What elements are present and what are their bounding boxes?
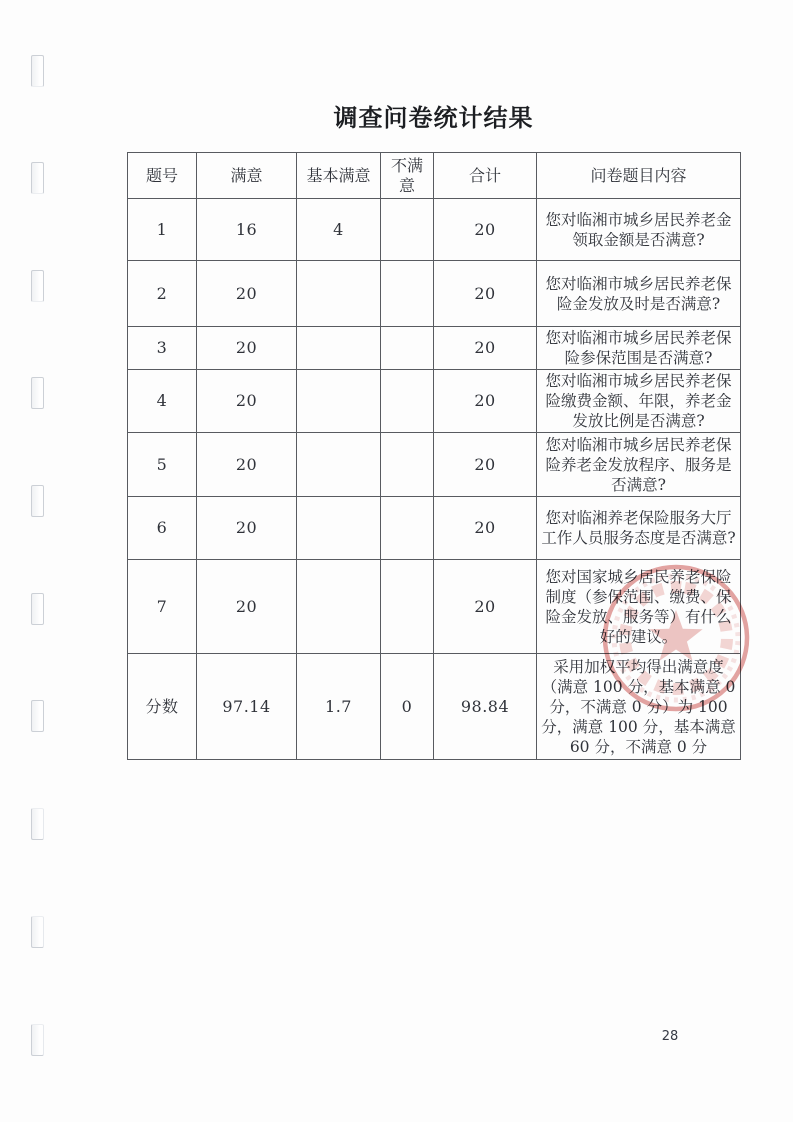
satisfied-cell: 20 xyxy=(197,261,297,327)
question-number-cell: 3 xyxy=(128,327,197,370)
page-number: 28 xyxy=(661,1029,679,1044)
question-number-cell: 2 xyxy=(128,261,197,327)
question-content-cell: 您对临湘养老保险服务大厅工作人员服务态度是否满意? xyxy=(537,497,741,560)
question-content-cell: 您对临湘市城乡居民养老保险养老金发放程序、服务是否满意? xyxy=(537,433,741,497)
column-header-basically-satisfied: 基本满意 xyxy=(297,153,381,199)
question-content-cell: 您对临湘市城乡居民养老保险金发放及时是否满意? xyxy=(537,261,741,327)
table-row xyxy=(128,497,741,560)
basically-satisfied-cell: 4 xyxy=(297,199,381,261)
total-cell: 20 xyxy=(434,433,537,497)
table-row xyxy=(128,560,741,654)
binder-hole-mark xyxy=(31,377,44,409)
not-satisfied-score-cell: 0 xyxy=(381,654,434,760)
basically-satisfied-cell xyxy=(297,327,381,370)
page-title: 调查问卷统计结果 xyxy=(333,103,534,132)
satisfied-cell: 20 xyxy=(197,327,297,370)
not-satisfied-cell xyxy=(381,199,434,261)
question-content-cell: 您对临湘市城乡居民养老保险参保范围是否满意? xyxy=(537,327,741,370)
binder-hole-mark xyxy=(31,1024,44,1056)
satisfied-score-cell: 97.14 xyxy=(197,654,297,760)
question-number-cell: 7 xyxy=(128,560,197,654)
binder-hole-mark xyxy=(31,700,44,732)
total-cell: 20 xyxy=(434,199,537,261)
satisfied-cell: 20 xyxy=(197,560,297,654)
column-header-satisfied: 满意 xyxy=(197,153,297,199)
binder-hole-mark xyxy=(31,593,44,625)
satisfied-cell: 20 xyxy=(197,433,297,497)
basically-satisfied-cell xyxy=(297,497,381,560)
basically-satisfied-cell xyxy=(297,560,381,654)
table-header-row xyxy=(128,153,741,199)
basically-satisfied-cell xyxy=(297,370,381,433)
not-satisfied-cell xyxy=(381,370,434,433)
satisfied-cell: 16 xyxy=(197,199,297,261)
binder-hole-mark xyxy=(31,162,44,194)
score-method-note-cell: 采用加权平均得出满意度（满意 100 分，基本满意 0 分，不满意 0 分）为 100 分，满意 100 分，基本满意 60 分，不满意 0 分 xyxy=(537,654,741,760)
question-number-cell: 6 xyxy=(128,497,197,560)
column-header-total: 合计 xyxy=(434,153,537,199)
binder-hole-mark xyxy=(31,485,44,517)
satisfied-cell: 20 xyxy=(197,497,297,560)
question-number-cell: 1 xyxy=(128,199,197,261)
survey-results-table xyxy=(127,152,741,760)
column-header-question-number: 题号 xyxy=(128,153,197,199)
not-satisfied-cell xyxy=(381,327,434,370)
total-cell: 20 xyxy=(434,370,537,433)
question-content-cell: 您对临湘市城乡居民养老保险缴费金额、年限，养老金发放比例是否满意? xyxy=(537,370,741,433)
binder-hole-mark xyxy=(31,808,44,840)
total-cell: 20 xyxy=(434,560,537,654)
question-number-cell: 4 xyxy=(128,370,197,433)
basically-satisfied-score-cell: 1.7 xyxy=(297,654,381,760)
table-row xyxy=(128,327,741,370)
question-content-cell: 您对国家城乡居民养老保险制度（参保范围、缴费、保险金发放、服务等）有什么好的建议。 xyxy=(537,560,741,654)
column-header-question-content: 问卷题目内容 xyxy=(537,153,741,199)
total-score-cell: 98.84 xyxy=(434,654,537,760)
basically-satisfied-cell xyxy=(297,433,381,497)
table-row xyxy=(128,261,741,327)
question-content-cell: 您对临湘市城乡居民养老金领取金额是否满意? xyxy=(537,199,741,261)
binder-hole-mark xyxy=(31,916,44,948)
table-row xyxy=(128,433,741,497)
total-cell: 20 xyxy=(434,497,537,560)
total-cell: 20 xyxy=(434,261,537,327)
binder-hole-mark xyxy=(31,270,44,302)
basically-satisfied-cell xyxy=(297,261,381,327)
score-label-cell: 分数 xyxy=(128,654,197,760)
table-row xyxy=(128,199,741,261)
binder-hole-mark xyxy=(31,55,44,87)
score-row xyxy=(128,654,741,760)
column-header-not-satisfied: 不满意 xyxy=(381,153,434,199)
not-satisfied-cell xyxy=(381,497,434,560)
satisfied-cell: 20 xyxy=(197,370,297,433)
not-satisfied-cell xyxy=(381,261,434,327)
total-cell: 20 xyxy=(434,327,537,370)
not-satisfied-cell xyxy=(381,433,434,497)
not-satisfied-cell xyxy=(381,560,434,654)
question-number-cell: 5 xyxy=(128,433,197,497)
table-row xyxy=(128,370,741,433)
